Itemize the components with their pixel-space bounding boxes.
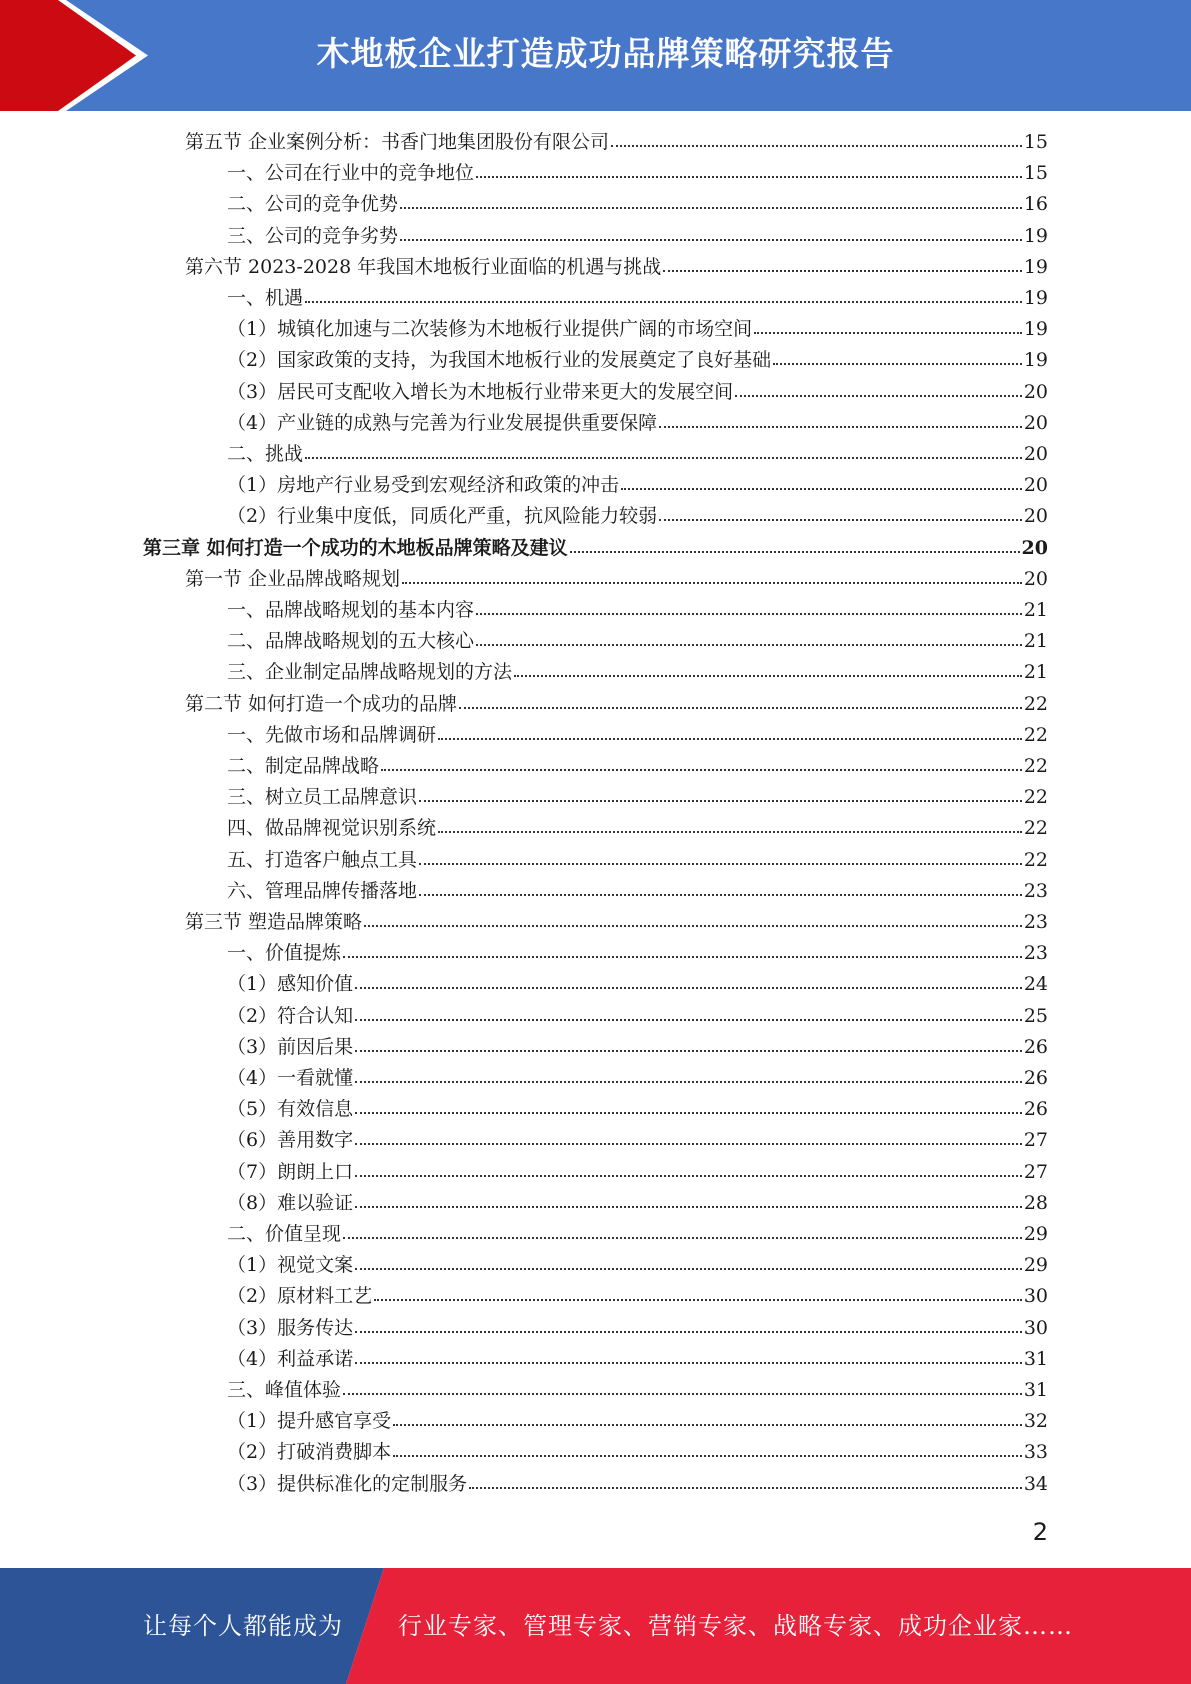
toc-entry-label: （1）房地产行业易受到宏观经济和政策的冲击 <box>227 474 620 497</box>
toc-entry-label: （3）居民可支配收入增长为木地板行业带来更大的发展空间 <box>227 380 734 403</box>
toc-dot-leader <box>400 192 1022 209</box>
toc-dot-leader <box>355 1035 1022 1052</box>
toc-entry-page: 20 <box>1023 380 1048 403</box>
toc-entry-page: 20 <box>1023 411 1048 434</box>
toc-dot-leader <box>754 317 1022 334</box>
toc-dot-leader <box>659 411 1022 428</box>
toc-dot-leader <box>476 161 1022 178</box>
toc-entry[interactable] <box>143 533 1048 564</box>
toc-dot-leader <box>343 1378 1022 1395</box>
toc-entry-page: 27 <box>1023 1160 1048 1183</box>
toc-entry[interactable] <box>227 1406 1048 1437</box>
toc-dot-leader <box>419 785 1022 802</box>
toc-dot-leader <box>374 1284 1022 1301</box>
toc-entry[interactable] <box>227 845 1048 876</box>
toc-dot-leader <box>773 348 1022 365</box>
toc-dot-leader <box>393 1409 1022 1426</box>
toc-entry-page: 20 <box>1021 536 1048 559</box>
toc-entry-label: （2）打破消费脚本 <box>227 1441 392 1464</box>
footer-slogan-left: 让每个人都能成为 <box>143 1612 343 1640</box>
toc-dot-leader <box>476 629 1022 646</box>
toc-dot-leader <box>514 660 1022 677</box>
toc-dot-leader <box>659 504 1022 521</box>
toc-entry[interactable] <box>227 969 1048 1000</box>
page-number: 2 <box>1032 1518 1048 1546</box>
toc-dot-leader <box>469 1472 1022 1489</box>
toc-entry-page: 34 <box>1023 1472 1048 1495</box>
toc-entry-page: 22 <box>1023 786 1048 809</box>
toc-entry-label: 一、公司在行业中的竞争地位 <box>227 162 475 185</box>
toc-entry-page: 30 <box>1023 1316 1048 1339</box>
toc-entry[interactable] <box>227 501 1048 532</box>
toc-entry-label: （1）感知价值 <box>227 973 354 996</box>
toc-entry[interactable] <box>227 1469 1048 1500</box>
toc-entry-label: 二、公司的竞争优势 <box>227 193 399 216</box>
toc-entry-label: （8）难以验证 <box>227 1191 354 1214</box>
report-title: 木地板企业打造成功品牌策略研究报告 <box>316 34 895 73</box>
toc-dot-leader <box>343 941 1022 958</box>
toc-entry-page: 29 <box>1023 1254 1048 1277</box>
toc-entry-label: （5）有效信息 <box>227 1098 354 1121</box>
toc-entry[interactable] <box>227 657 1048 688</box>
toc-dot-leader <box>400 224 1022 241</box>
toc-dot-leader <box>355 1097 1022 1114</box>
toc-entry-page: 22 <box>1023 817 1048 840</box>
toc-entry[interactable] <box>227 1281 1048 1312</box>
toc-entry[interactable] <box>227 1344 1048 1375</box>
toc-entry-page: 20 <box>1023 443 1048 465</box>
toc-entry-page: 26 <box>1023 1098 1048 1121</box>
toc-entry[interactable] <box>227 626 1048 657</box>
toc-entry[interactable] <box>227 876 1048 907</box>
toc-entry[interactable] <box>227 221 1048 252</box>
toc-entry-page: 20 <box>1023 474 1048 497</box>
toc-entry-page: 20 <box>1023 567 1048 590</box>
toc-dot-leader <box>343 1222 1022 1239</box>
toc-entry-label: 一、先做市场和品牌调研 <box>227 723 437 746</box>
toc-entry-label: 二、品牌战略规划的五大核心 <box>227 630 475 653</box>
toc-entry-label: 一、品牌战略规划的基本内容 <box>227 599 475 621</box>
toc-entry-label: 第三章 如何打造一个成功的木地板品牌策略及建议 <box>143 536 568 559</box>
toc-entry-label: 六、管理品牌传播落地 <box>227 879 418 902</box>
toc-entry-label: （6）善用数字 <box>227 1129 354 1152</box>
toc-entry-label: （4）一看就懂 <box>227 1067 354 1089</box>
toc-entry[interactable] <box>227 283 1048 314</box>
toc-entry-label: （2）国家政策的支持，为我国木地板行业的发展奠定了良好基础 <box>227 349 772 372</box>
toc-entry-page: 19 <box>1023 349 1048 372</box>
footer-slogan-right: 行业专家、管理专家、营销专家、战略专家、成功企业家…… <box>398 1612 1073 1640</box>
toc-entry[interactable] <box>227 1250 1048 1281</box>
toc-entry[interactable] <box>227 1001 1048 1032</box>
toc-entry-page: 19 <box>1023 287 1048 309</box>
toc-entry[interactable] <box>227 1437 1048 1468</box>
toc-entry-label: 第五节 企业案例分析：书香门地集团股份有限公司 <box>185 131 610 153</box>
toc-entry-label: 三、树立员工品牌意识 <box>227 786 418 809</box>
toc-dot-leader <box>476 598 1022 615</box>
toc-entry[interactable] <box>227 345 1048 376</box>
toc-entry-label: （1）视觉文案 <box>227 1254 354 1277</box>
toc-entry[interactable] <box>227 1125 1048 1156</box>
toc-entry[interactable] <box>227 782 1048 813</box>
toc-entry-label: （4）利益承诺 <box>227 1347 354 1370</box>
toc-dot-leader <box>364 910 1022 927</box>
toc-entry-label: 二、制定品牌战略 <box>227 755 380 777</box>
toc-entry[interactable] <box>227 439 1048 470</box>
toc-entry[interactable] <box>185 564 1048 595</box>
toc-entry[interactable] <box>227 158 1048 189</box>
toc-dot-leader <box>305 442 1022 459</box>
toc-entry-label: 二、价值呈现 <box>227 1223 342 1245</box>
toc-dot-leader <box>663 255 1022 272</box>
toc-entry[interactable] <box>227 1313 1048 1344</box>
toc-entry-label: （3）提供标准化的定制服务 <box>227 1472 468 1495</box>
toc-entry-label: 第二节 如何打造一个成功的品牌 <box>185 692 458 715</box>
toc-entry[interactable] <box>185 127 1048 158</box>
toc-entry-page: 26 <box>1023 1035 1048 1058</box>
toc-dot-leader <box>381 754 1022 771</box>
report-header-banner <box>0 0 1191 111</box>
toc-entry-page: 21 <box>1023 661 1048 684</box>
toc-dot-leader <box>355 1128 1022 1145</box>
toc-entry-page: 15 <box>1023 131 1048 153</box>
toc-entry-page: 32 <box>1023 1410 1048 1433</box>
toc-entry-label: 三、公司的竞争劣势 <box>227 224 399 247</box>
toc-entry-page: 27 <box>1023 1129 1048 1152</box>
toc-entry-page: 25 <box>1023 1004 1048 1027</box>
toc-entry-page: 19 <box>1023 255 1048 278</box>
toc-entry[interactable] <box>227 751 1048 782</box>
toc-entry[interactable] <box>227 1188 1048 1219</box>
toc-entry[interactable] <box>227 470 1048 501</box>
toc-dot-leader <box>459 692 1022 709</box>
toc-dot-leader <box>735 380 1022 397</box>
toc-entry[interactable] <box>227 1063 1048 1094</box>
toc-dot-leader <box>355 1191 1022 1208</box>
toc-entry-page: 22 <box>1023 692 1048 715</box>
toc-entry[interactable] <box>227 1094 1048 1125</box>
toc-entry-page: 22 <box>1023 755 1048 777</box>
toc-entry-page: 31 <box>1023 1379 1048 1401</box>
toc-entry-label: 第一节 企业品牌战略规划 <box>185 567 401 590</box>
toc-dot-leader <box>419 879 1022 896</box>
toc-entry[interactable] <box>227 1032 1048 1063</box>
toc-dot-leader <box>305 286 1022 303</box>
toc-dot-leader <box>355 1347 1022 1364</box>
toc-entry[interactable] <box>185 907 1048 938</box>
toc-entry-label: （7）朗朗上口 <box>227 1160 354 1183</box>
toc-dot-leader <box>438 723 1022 740</box>
toc-entry-page: 29 <box>1023 1223 1048 1245</box>
toc-entry-page: 28 <box>1023 1191 1048 1214</box>
toc-entry-page: 22 <box>1023 848 1048 871</box>
toc-entry[interactable] <box>227 377 1048 408</box>
toc-entry-page: 19 <box>1023 318 1048 341</box>
toc-entry-label: （2）原材料工艺 <box>227 1285 373 1308</box>
toc-entry-label: 四、做品牌视觉识别系统 <box>227 817 437 840</box>
toc-entry[interactable] <box>227 408 1048 439</box>
toc-entry-page: 23 <box>1023 942 1048 965</box>
toc-dot-leader <box>355 1160 1022 1177</box>
toc-dot-leader <box>611 130 1022 147</box>
toc-entry[interactable] <box>227 189 1048 220</box>
footer-banner <box>0 1568 1191 1684</box>
toc-entry-page: 15 <box>1023 162 1048 185</box>
toc-entry-label: （1）提升感官享受 <box>227 1410 392 1433</box>
toc-dot-leader <box>393 1440 1022 1457</box>
toc-entry[interactable] <box>185 689 1048 720</box>
toc-dot-leader <box>419 848 1022 865</box>
toc-entry-label: 一、机遇 <box>227 287 304 309</box>
toc-dot-leader <box>355 972 1022 989</box>
toc-entry-label: 一、价值提炼 <box>227 942 342 965</box>
toc-entry-label: 第三节 塑造品牌策略 <box>185 911 363 933</box>
toc-entry-label: （1）城镇化加速与二次装修为木地板行业提供广阔的市场空间 <box>227 318 753 341</box>
toc-entry-page: 22 <box>1023 723 1048 746</box>
toc-entry-label: （2）行业集中度低，同质化严重，抗风险能力较弱 <box>227 505 658 528</box>
toc-entry-page: 23 <box>1023 911 1048 933</box>
toc-entry-label: 三、峰值体验 <box>227 1379 342 1401</box>
toc-entry-page: 26 <box>1023 1067 1048 1089</box>
toc-entry-page: 30 <box>1023 1285 1048 1308</box>
toc-entry-label: 五、打造客户触点工具 <box>227 848 418 871</box>
toc-entry-label: （3）前因后果 <box>227 1035 354 1058</box>
toc-entry-label: （3）服务传达 <box>227 1316 354 1339</box>
toc-entry[interactable] <box>185 252 1048 283</box>
toc-entry[interactable] <box>227 1157 1048 1188</box>
toc-entry-page: 16 <box>1023 193 1048 216</box>
toc-entry-label: 三、企业制定品牌战略规划的方法 <box>227 661 513 684</box>
toc-dot-leader <box>621 473 1022 490</box>
toc-entry[interactable] <box>227 720 1048 751</box>
toc-entry-page: 19 <box>1023 224 1048 247</box>
toc-entry-page: 31 <box>1023 1347 1048 1370</box>
toc-dot-leader <box>355 1004 1022 1021</box>
toc-entry-label: 第六节 2023-2028 年我国木地板行业面临的机遇与挑战 <box>185 255 662 278</box>
toc-entry-page: 33 <box>1023 1441 1048 1464</box>
toc-entry[interactable] <box>227 1375 1048 1406</box>
toc-entry[interactable] <box>227 938 1048 969</box>
toc-entry-label: （4）产业链的成熟与完善为行业发展提供重要保障 <box>227 411 658 434</box>
toc-dot-leader <box>570 536 1020 553</box>
toc-dot-leader <box>355 1066 1022 1083</box>
toc-entry-page: 21 <box>1023 630 1048 653</box>
toc-entry-page: 24 <box>1023 973 1048 996</box>
toc-entry-page: 21 <box>1023 599 1048 621</box>
toc-entry[interactable] <box>227 1219 1048 1250</box>
toc-entry[interactable] <box>227 595 1048 626</box>
toc-dot-leader <box>438 816 1022 833</box>
toc-entry-page: 23 <box>1023 879 1048 902</box>
toc-dot-leader <box>355 1253 1022 1270</box>
toc-dot-leader <box>402 567 1022 584</box>
toc-dot-leader <box>355 1316 1022 1333</box>
toc-entry-label: （2）符合认知 <box>227 1004 354 1027</box>
toc-entry-label: 二、挑战 <box>227 443 304 465</box>
toc-entry[interactable] <box>227 314 1048 345</box>
toc-entry[interactable] <box>227 813 1048 844</box>
toc-entry-page: 20 <box>1023 505 1048 528</box>
